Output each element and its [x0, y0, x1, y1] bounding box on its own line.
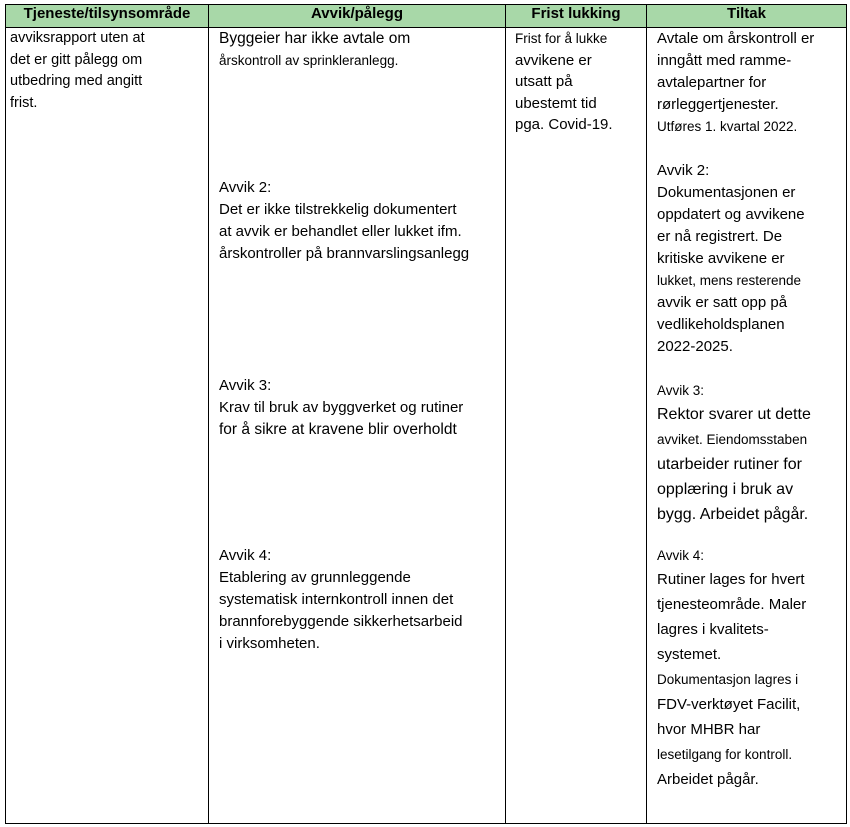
text-line: avviket. Eiendomsstaben: [657, 432, 808, 447]
text-line: frist.: [10, 94, 38, 111]
avvik-3-title-tiltak: Avvik 3:: [657, 383, 705, 398]
text-line: Frist for å lukke: [515, 31, 608, 46]
text-line: lesetilgang for kontroll.: [657, 747, 793, 762]
cell-avvik: [209, 28, 506, 824]
text-line: lagres i kvalitets-: [657, 621, 769, 638]
avvik-4: [219, 545, 499, 655]
avvik-4-title-tiltak: Avvik 4:: [657, 548, 705, 563]
text-line: avtalepartner for: [657, 74, 767, 91]
avvik-4-title: Avvik 4:: [219, 547, 272, 564]
text-line: opplæring i bruk av: [657, 481, 794, 498]
tiltak-4: [657, 545, 840, 792]
text-line: tjenesteområde. Maler: [657, 596, 807, 613]
text-line: Rektor svarer ut dette: [657, 406, 811, 423]
avvik-1: [219, 28, 499, 72]
text-line: avvikene er: [515, 51, 592, 69]
text-line: kritiske avvikene er: [657, 250, 785, 267]
tiltak-1: [657, 28, 840, 138]
avvik-3: [219, 375, 499, 441]
text-line: FDV-verktøyet Facilit,: [657, 696, 801, 713]
text-line: det er gitt pålegg om: [10, 51, 143, 68]
text-line: lukket, mens resterende: [657, 273, 802, 288]
text-line: utbedring med angitt: [10, 73, 143, 89]
text-line: inngått med ramme-: [657, 52, 792, 69]
text-line: avviksrapport uten at: [10, 30, 145, 46]
avvik-2-title-tiltak: Avvik 2:: [657, 162, 710, 179]
text-line: avvik er satt opp på: [657, 294, 788, 311]
text-line: Avtale om årskontroll er: [657, 30, 815, 47]
text-line: årskontroller på brannvarslingsanlegg: [219, 245, 470, 262]
text-line: Krav til bruk av byggverket og rutiner: [219, 399, 464, 416]
header-avvik: Avvik/pålegg: [209, 5, 506, 28]
text-line: brannforebyggende sikkerhetsarbeid: [219, 613, 463, 630]
cell-tiltak: [647, 28, 847, 824]
text-line: for å sikre at kravene blir overholdt: [219, 421, 457, 438]
avvik-2-title: Avvik 2:: [219, 179, 272, 196]
text-line: årskontroll av sprinkleranlegg.: [219, 53, 399, 68]
text-line: Det er ikke tilstrekkelig dokumentert: [219, 201, 457, 218]
text-line: Dokumentasjon lagres i: [657, 672, 799, 687]
tiltak-3: [657, 380, 840, 527]
text-line: Dokumentasjonen er: [657, 184, 796, 201]
cell-tjeneste: [6, 28, 209, 824]
avvik-2: [219, 177, 499, 265]
text-line: Arbeidet pågår.: [657, 771, 759, 788]
text-line: 2022-2025.: [657, 338, 733, 355]
text-line: Byggeier har ikke avtale om: [219, 30, 411, 47]
text-line: utarbeider rutiner for: [657, 456, 802, 473]
header-row: [6, 5, 847, 28]
header-tiltak: Tiltak: [647, 5, 847, 28]
text-line: utsatt på: [515, 73, 573, 90]
deviation-table: [5, 4, 847, 824]
tiltak-2: [657, 160, 840, 358]
text-line: oppdatert og avvikene: [657, 206, 805, 223]
text-line: Utføres 1. kvartal 2022.: [657, 119, 798, 134]
header-tjeneste: Tjeneste/tilsynsområde: [6, 5, 209, 28]
text-line: Rutiner lages for hvert: [657, 571, 805, 588]
text-line: i virksomheten.: [219, 635, 320, 652]
text-line: at avvik er behandlet eller lukket ifm.: [219, 223, 462, 240]
text-line: vedlikeholdsplanen: [657, 316, 785, 333]
text-line: ubestemt tid: [515, 94, 597, 112]
text-line: Etablering av grunnleggende: [219, 569, 411, 586]
table-row: [6, 28, 847, 824]
text-line: pga. Covid-19.: [515, 116, 613, 133]
text-line: systemet.: [657, 646, 722, 663]
text-line: er nå registrert. De: [657, 228, 783, 245]
text-line: hvor MHBR har: [657, 721, 761, 738]
header-frist: Frist lukking: [506, 5, 647, 28]
text-line: bygg. Arbeidet pågår.: [657, 506, 809, 523]
text-line: rørleggertjenester.: [657, 96, 779, 113]
text-line: systematisk internkontroll innen det: [219, 591, 454, 608]
cell-frist: [506, 28, 647, 824]
avvik-3-title: Avvik 3:: [219, 377, 272, 394]
